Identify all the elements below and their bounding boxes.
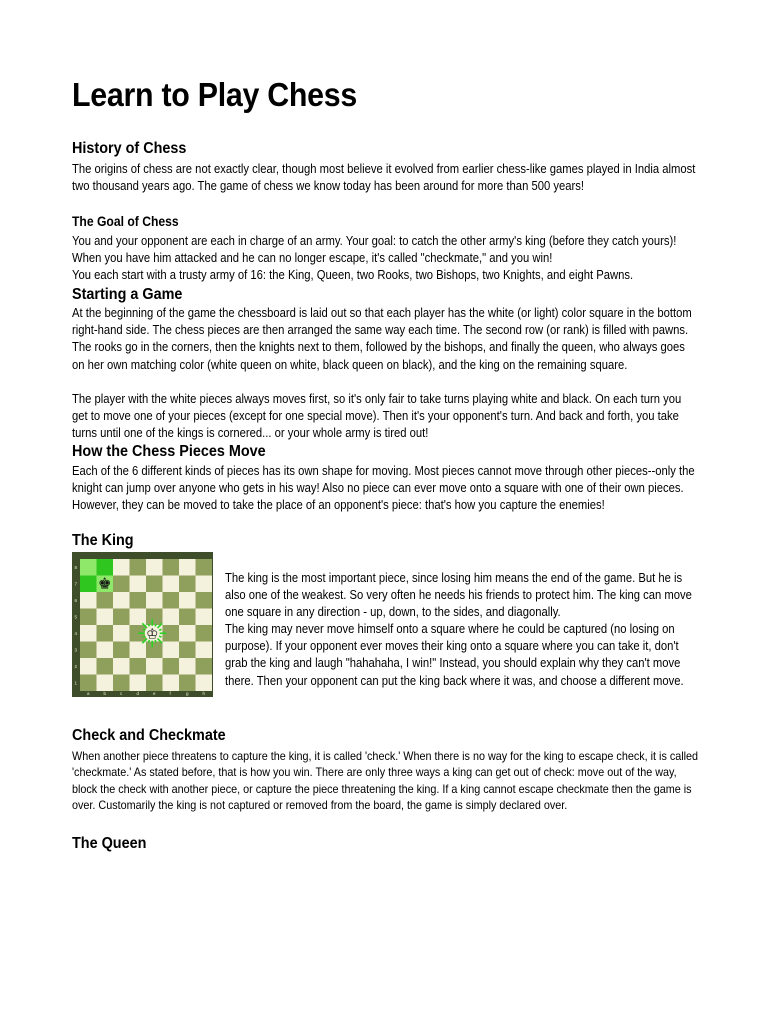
goal-text-2: You each start with a trusty army of 16: the King, Queen, two Rooks, two Bishops, two Knights, and eight Pawns. [72, 268, 634, 282]
board-square-h7 [196, 576, 213, 593]
check-heading: Check and Checkmate [72, 727, 226, 744]
board-square-g4 [179, 625, 196, 642]
rank-label: 6 [74, 598, 78, 603]
board-square-c3 [113, 642, 130, 659]
board-square-b5 [97, 609, 114, 626]
board-square-e1 [146, 675, 163, 692]
page-title: Learn to Play Chess [72, 76, 357, 113]
rank-label: 5 [74, 614, 78, 620]
history-text: The origins of chess are not exactly clear, though most believe it evolved from earlier chess-like games played in India almost two thousand years ago. The game of chess we know today has been around for more than 500 years! [72, 162, 696, 194]
board-square-f6 [163, 592, 180, 609]
file-label: c [120, 691, 123, 696]
moves-heading: How the Chess Pieces Move [72, 443, 266, 460]
board-square-h5 [196, 609, 213, 626]
board-square-g8 [179, 559, 196, 576]
board-square-b3 [97, 642, 114, 659]
starting-text-1: At the beginning of the game the chessboard is laid out so that each player has the white (or light) color square in the bottom right-hand side. The chess pieces are then arranged the same way each time. The second row (or rank) is filled with pawns. The rooks go in the corners, then the knights next to them, followed by the bishops, and finally the queen, who always goes on her own matching color (white queen on white, black queen on black), and the king on the remaining square. [72, 306, 692, 372]
moves-text: Each of the 6 different kinds of pieces has its own shape for moving. Most pieces cannot move through other pieces--only the knight can jump over anyone who gets in his way! Also no piece can ever move onto a square with one of their own pieces. However, they can be moved to take the place of an opponent's piece: that's how you capture the enemies! [72, 464, 695, 513]
rank-label: 7 [74, 581, 78, 587]
board-square-d3 [130, 642, 147, 659]
file-label: g [186, 691, 189, 696]
board-square-e2 [146, 658, 163, 675]
board-square-b8 [97, 559, 114, 576]
starting-text-2: The player with the white pieces always moves first, so it's only fair to take turns playing white and black. On each turn you get to move one of your pieces (except for one special move). Then it's your opponent's turn. And back and forth, you take turns until one of the kings is cornered... or your whole army is tired out! [72, 392, 682, 441]
board-square-f3 [163, 642, 180, 659]
board-square-f2 [163, 658, 180, 675]
chessboard-diagram [72, 552, 213, 697]
board-square-d8 [130, 559, 147, 576]
black-king-icon: ♚ [98, 574, 112, 593]
board-square-a7 [80, 576, 97, 593]
board-square-a4 [80, 625, 97, 642]
board-square-d5 [130, 609, 147, 626]
rank-label: 1 [74, 680, 78, 686]
board-square-g5 [179, 609, 196, 626]
board-square-f1 [163, 675, 180, 692]
board-square-h8 [196, 559, 213, 576]
rank-label: 4 [74, 631, 78, 636]
board-square-e7 [146, 576, 163, 593]
queen-heading: The Queen [72, 835, 147, 852]
board-square-d1 [130, 675, 147, 692]
board-square-c5 [113, 609, 130, 626]
board-square-g1 [179, 675, 196, 692]
board-square-f7 [163, 576, 180, 593]
board-square-a6 [80, 592, 97, 609]
board-square-a2 [80, 658, 97, 675]
board-square-b6 [97, 592, 114, 609]
board-square-e5 [146, 609, 163, 626]
file-label: h [202, 691, 206, 696]
file-label: e [153, 691, 156, 696]
board-square-a1 [80, 675, 97, 692]
rank-label: 2 [74, 664, 78, 669]
goal-text-1: You and your opponent are each in charge of an army. Your goal: to catch the other army's king (before they catch yours)! When you have him attacked and he can no longer escape, it's called "checkmate," and you win! [72, 234, 677, 266]
board-square-a5 [80, 609, 97, 626]
board-square-c1 [113, 675, 130, 692]
board-square-a3 [80, 642, 97, 659]
file-label: d [136, 691, 140, 696]
board-square-c2 [113, 658, 130, 675]
board-square-e6 [146, 592, 163, 609]
board-square-b1 [97, 675, 114, 692]
board-square-c7 [113, 576, 130, 593]
history-heading: History of Chess [72, 140, 187, 157]
white-king-icon: ♔ [145, 626, 159, 643]
board-square-f5 [163, 609, 180, 626]
board-square-h6 [196, 592, 213, 609]
check-text: When another piece threatens to capture the king, it is called 'check.' When there is no way for the king to escape check, it is called 'checkmate.' As stated before, that is how you win. There are only three ways a king can get out of check: move out of the way, block the check with another piece, or capture the piece threatening the king. If a king cannot escape checkmate then the game is over. Customarily the king is not captured or removed from the board, the game is simply declared over. [72, 749, 699, 812]
king-moves-chessboard [72, 552, 213, 697]
board-square-d6 [130, 592, 147, 609]
board-square-b4 [97, 625, 114, 642]
board-square-c8 [113, 559, 130, 576]
board-square-c4 [113, 625, 130, 642]
board-square-d7 [130, 576, 147, 593]
king-heading: The King [72, 532, 134, 549]
board-square-h4 [196, 625, 213, 642]
board-square-h1 [196, 675, 213, 692]
file-label: f [169, 691, 171, 696]
board-square-f8 [163, 559, 180, 576]
file-label: a [87, 691, 90, 696]
king-text-2: The king may never move himself onto a square where he could be captured (no losing on purpose). If your opponent ever moves their king onto a square where you can take it, don't grab the king and laugh "hahahaha, I win!" Instead, you should explain why they can't move there. Then your opponent can put the king back where it was, and choose a different move. [225, 622, 684, 688]
board-square-b2 [97, 658, 114, 675]
board-square-h2 [196, 658, 213, 675]
goal-heading: The Goal of Chess [72, 214, 179, 229]
board-square-g3 [179, 642, 196, 659]
king-text-1: The king is the most important piece, since losing him means the end of the game. But he is also one of the weakest. So very often he needs his friends to protect him. The king can move one square in any direction - up, down, to the sides, and diagonally. [225, 571, 692, 620]
board-square-h3 [196, 642, 213, 659]
board-square-g7 [179, 576, 196, 593]
board-square-g6 [179, 592, 196, 609]
board-square-e8 [146, 559, 163, 576]
rank-label: 3 [74, 647, 78, 653]
file-label: b [103, 691, 107, 696]
starting-heading: Starting a Game [72, 286, 183, 303]
board-square-a8 [80, 559, 97, 576]
board-square-c6 [113, 592, 130, 609]
board-square-d2 [130, 658, 147, 675]
board-square-e3 [146, 642, 163, 659]
rank-label: 8 [74, 565, 78, 570]
board-square-g2 [179, 658, 196, 675]
